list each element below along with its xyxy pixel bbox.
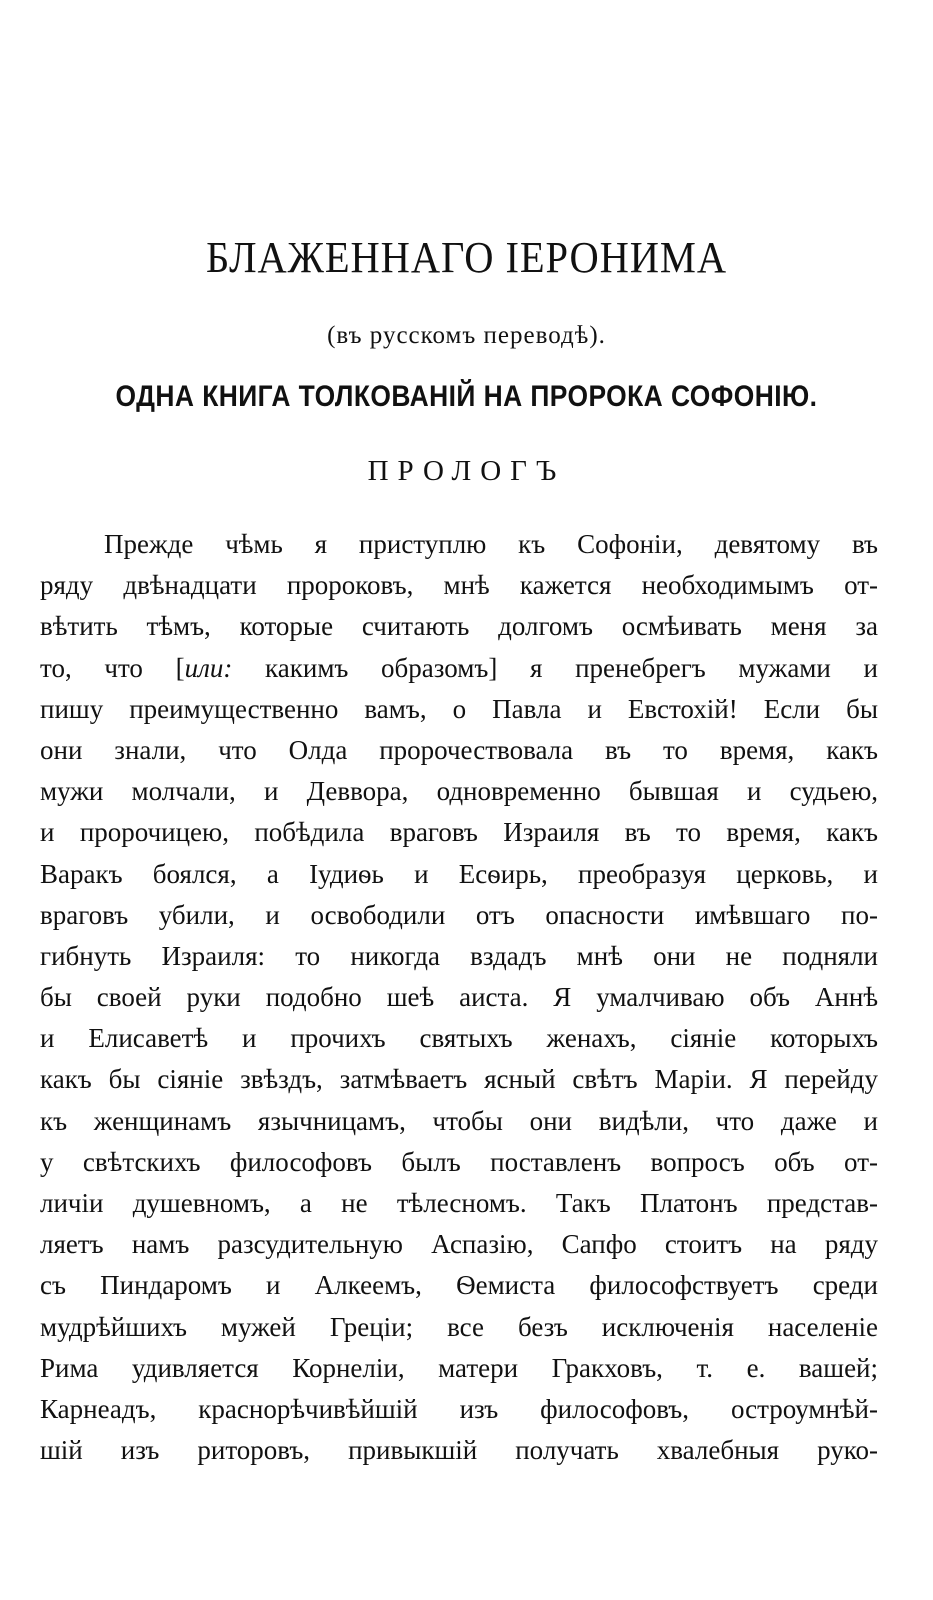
text-line: враговъ убили, и освободили отъ опасности имѣвшаго по-: [40, 899, 878, 930]
translation-note: (въ русскомъ переводѣ).: [327, 322, 606, 349]
text-line: къ женщинамъ язычницамъ, чтобы они видѣли, что даже и: [40, 1105, 878, 1136]
text-line: вѣтить тѣмъ, которые считають долгомъ осмѣивать меня за: [40, 611, 878, 642]
text-line: личіи душевномъ, а не тѣлесномъ. Такъ Платонъ представ-: [40, 1188, 878, 1218]
text-line: мудрѣйшихъ мужей Греціи; все безъ исключенія населеніе: [40, 1311, 878, 1342]
text-line: ляетъ намъ разсудительную Аспазію, Сапфо стоитъ на ряду: [40, 1229, 878, 1260]
text-line: пишу преимущественно вамъ, о Павла и Евстохій! Если бы: [40, 693, 878, 724]
text-line: какъ бы сіяніе звѣздъ, затмѣваетъ ясный свѣтъ Маріи. Я перейду: [40, 1064, 878, 1095]
text-line: Прежде чѣмь я приступлю къ Софоніи, девятому въ: [104, 529, 878, 559]
text-line: Карнеадъ, краснорѣчивѣйшій изъ философовъ, остроумнѣй-: [40, 1393, 878, 1424]
text-line: у свѣтскихъ философовъ былъ поставленъ вопросъ объ от-: [40, 1146, 878, 1177]
book-title: ОДНА КНИГА ТОЛКОВАНІЙ НА ПРОРОКА СОФОНІЮ.: [115, 380, 818, 413]
text-line: и Елисаветѣ и прочихъ святыхъ женахъ, сіяніе которыхъ: [40, 1023, 878, 1054]
text-line: съ Пиндаромъ и Алкеемъ, Ѳемиста философствуетъ среди: [40, 1270, 878, 1301]
text-line: мужи молчали, и Деввора, одновременно бывшая и судьею,: [40, 776, 878, 807]
text-line: шій изъ риторовъ, привыкшій получать хвалебныя руко-: [40, 1435, 878, 1466]
text-line: то, что [или: какимъ образомъ] я пренебрегъ мужами и: [40, 652, 878, 683]
section-heading: ПРОЛОГЪ: [367, 455, 566, 487]
body-text: [40, 524, 878, 1471]
text-line: Варакъ боялся, а Іудиѳь и Есѳирь, преобразуя церковь, и: [40, 858, 878, 889]
text-line: Рима удивляется Корнеліи, матери Гракховъ, т. е. вашей;: [40, 1352, 878, 1383]
page-title: БЛАЖЕННАГО ІЕРОНИМА: [205, 233, 727, 282]
text-line: они знали, что Олда пророчествовала въ то время, какъ: [40, 734, 878, 765]
text-line: ряду двѣнадцати пророковъ, мнѣ кажется необходимымъ от-: [40, 570, 878, 601]
text-line: бы своей руки подобно шеѣ аиста. Я умалчиваю объ Аннѣ: [40, 982, 878, 1013]
text-line: гибнуть Израиля: то никогда вздадъ мнѣ они не подняли: [40, 940, 878, 971]
text-line: и пророчицею, побѣдила враговъ Израиля въ то время, какъ: [40, 817, 878, 848]
